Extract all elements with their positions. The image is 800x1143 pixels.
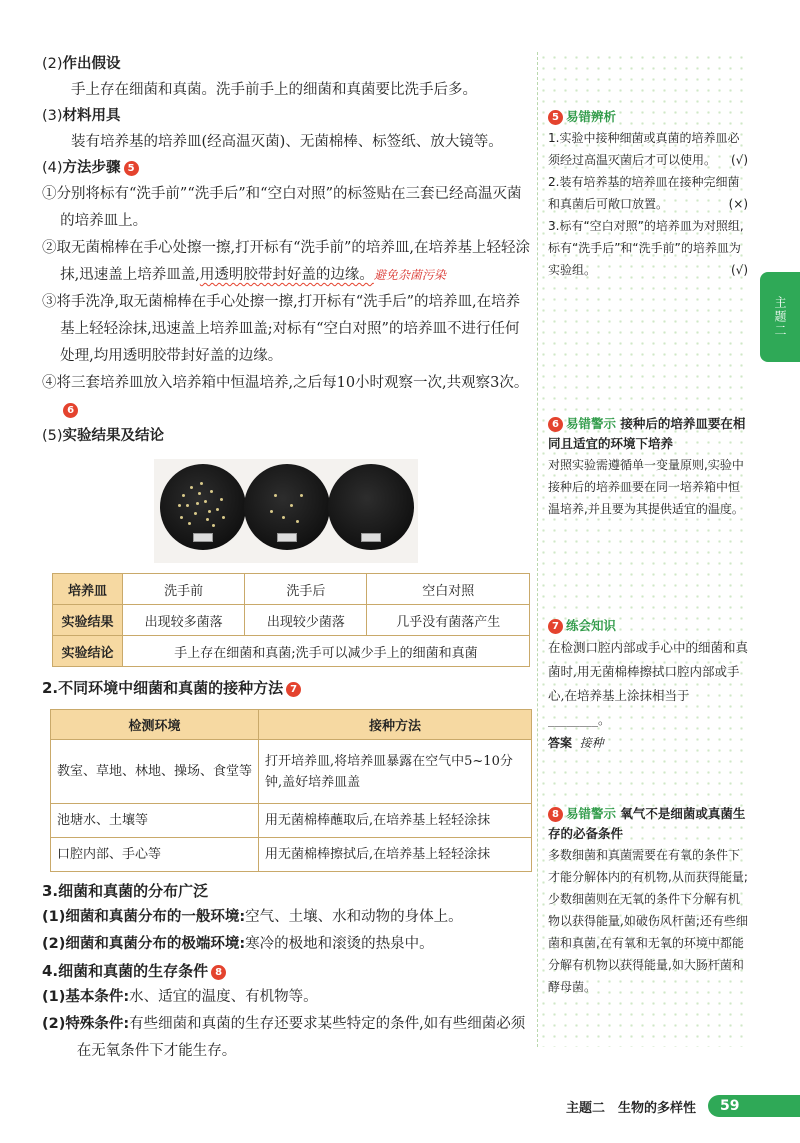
main-content (42, 52, 532, 1065)
section-2-heading: 2.不同环境中细菌和真菌的接种方法 7 (42, 675, 532, 701)
note-box-8: 8 易错警示 氧气不是细菌或真菌生存的必备条件 多数细菌和真菌需要在有氧的条件下才能分解体内的有机物,从而获得能量;少数细菌则在无氧的条件下分解有机物以获得能量,如破伤风杆菌;还有些细菌和真菌,在有氧和无氧的环境中都能分解有机物以获得能量,如大肠杆菌和酵母菌。 (548, 804, 748, 998)
note-badge-8[interactable]: 8 (211, 965, 226, 980)
note-number-8: 8 (548, 807, 563, 822)
inoculation-table (50, 709, 532, 872)
note-7-text: 在检测口腔内部或手心中的细菌和真菌时,用无菌棉棒擦拭口腔内部或手心,在培养基上涂抹相当于________。 (548, 640, 749, 727)
section-method-heading: (4)方法步骤 5 (42, 156, 532, 181)
method-step-2: ②取无菌棉棒在手心处擦一擦,打开标有“洗手前”的培养皿,在培养基上轻轻涂抹,迅速盖上培养皿盖,用透明胶带封好盖的边缘。避免杂菌污染 (42, 240, 531, 283)
highlighted-phrase: 用透明胶带封好盖的边缘。 (199, 267, 374, 283)
sidebar-notes (537, 52, 749, 1047)
note-6-text: 对照实验需遵循单一变量原则,实验中接种后的培养皿要在同一培养箱中恒温培养,并且要为其提供适宜的温度。 (548, 458, 744, 516)
note-8-text: 多数细菌和真菌需要在有氧的条件下才能分解体内的有机物,从而获得能量;少数细菌则在无氧的条件下分解有机物以获得能量,如破伤风杆菌;还有些细菌和真菌,在有氧和无氧的环境中都能分解有机物以获得能量,如大肠杆菌和酵母菌。 (548, 848, 748, 994)
footer-chapter-title: 主题二 生物的多样性 (566, 1101, 697, 1116)
condition-basic: (1)基本条件:水、适宜的温度、有机物等。 (42, 989, 318, 1005)
quiz-item-2: 2.装有培养基的培养皿在接种完细菌和真菌后可敞口放置。 (×) (548, 171, 748, 215)
condition-special: (2)特殊条件:有些细菌和真菌的生存还要求某些特定的条件,如有些细菌必须在无氧条件下才能生存。 (42, 1016, 526, 1059)
method-step-3: ③将手洗净,取无菌棉棒在手心处擦一擦,打开标有“洗手后”的培养皿,在培养基上轻轻涂抹,迅速盖上培养皿盖;对标有“空白对照”的培养皿不进行任何处理,均用透明胶带封好盖的边缘。 (42, 294, 521, 364)
method-step-4: ④将三套培养皿放入培养箱中恒温培养,之后每10小时观察一次,共观察3次。6 (42, 375, 529, 416)
table-row: 池塘水、土壤等 用无菌棉棒蘸取后,在培养基上轻轻涂抹 (51, 804, 532, 838)
page-number: 59 (708, 1095, 800, 1117)
dish-after-wash (244, 464, 330, 550)
results-table (52, 573, 530, 667)
table-row: 实验结果 出现较多菌落 出现较少菌落 几乎没有菌落产生 (53, 605, 530, 636)
note-number-7: 7 (548, 619, 563, 634)
hypothesis-text: 手上存在细菌和真菌。洗手前手上的细菌和真菌要比洗手后多。 (71, 82, 477, 98)
handwritten-note: 避免杂菌污染 (373, 268, 446, 282)
section-3-heading: 3.细菌和真菌的分布广泛 (42, 882, 209, 900)
distribution-extreme: (2)细菌和真菌分布的极端环境:寒冷的极地和滚烫的热泉中。 (42, 936, 434, 952)
section-materials-heading: (3)材料用具 (42, 108, 121, 124)
note-number-6: 6 (548, 417, 563, 432)
table-row: 教室、草地、林地、操场、食堂等 打开培养皿,将培养皿暴露在空气中5~10分钟,盖好培养皿盖 (51, 740, 532, 804)
quiz-item-1: 1.实验中接种细菌或真菌的培养皿必须经过高温灭菌后才可以使用。 (√) (548, 127, 748, 171)
distribution-general: (1)细菌和真菌分布的一般环境:空气、土壤、水和动物的身体上。 (42, 909, 463, 925)
materials-text: 装有培养基的培养皿(经高温灭菌)、无菌棉棒、标签纸、放大镜等。 (71, 134, 503, 150)
dish-blank-control (328, 464, 414, 550)
note-box-7: 7 练会知识 在检测口腔内部或手心中的细菌和真菌时,用无菌棉棒擦拭口腔内部或手心,在培养基上涂抹相当于________。 答案 接种 (548, 616, 748, 754)
note-badge-6[interactable]: 6 (63, 403, 78, 418)
table-row: 口腔内部、手心等 用无菌棉棒擦拭后,在培养基上轻轻涂抹 (51, 838, 532, 872)
method-step-1: ①分别将标有“洗手前”“洗手后”和“空白对照”的标签贴在三套已经高温灭菌的培养皿上。 (42, 186, 522, 229)
note-7-answer: 答案 接种 (548, 736, 604, 750)
table-row: 培养皿 洗手前 洗手后 空白对照 (53, 574, 530, 605)
note-box-6: 6 易错警示 接种后的培养皿要在相同且适宜的环境下培养 对照实验需遵循单一变量原则,实验中接种后的培养皿要在同一培养箱中恒温培养,并且要为其提供适宜的温度。 (548, 414, 748, 520)
chapter-tab[interactable]: 主题二 (760, 272, 800, 362)
note-box-5: 5 易错辨析 1.实验中接种细菌或真菌的培养皿必须经过高温灭菌后才可以使用。 (√) 2.装有培养基的培养皿在接种完细菌和真菌后可敞口放置。 (×) 3.标有“空白对照”的培养皿为对照组,标有“洗手后”和“洗手前”的培养皿为实验组。 (√) (548, 107, 748, 281)
table-header-row: 检测环境 接种方法 (51, 710, 532, 740)
answer-mark: (√) (730, 263, 748, 277)
petri-dish-photo (154, 459, 418, 563)
section-results-heading: (5)实验结果及结论 (42, 428, 165, 444)
note-number-5: 5 (548, 110, 563, 125)
note-badge-7[interactable]: 7 (286, 682, 301, 697)
table-row: 实验结论 手上存在细菌和真菌;洗手可以减少手上的细菌和真菌 (53, 636, 530, 667)
answer-mark: (√) (730, 153, 748, 167)
section-4-heading: 4.细菌和真菌的生存条件 8 (42, 958, 532, 984)
note-badge-5[interactable]: 5 (124, 161, 139, 176)
dish-before-wash (160, 464, 246, 550)
section-hypothesis-heading: (2)作出假设 (42, 56, 121, 72)
answer-mark: (×) (728, 197, 748, 211)
quiz-item-3: 3.标有“空白对照”的培养皿为对照组,标有“洗手后”和“洗手前”的培养皿为实验组。 (√) (548, 215, 748, 281)
